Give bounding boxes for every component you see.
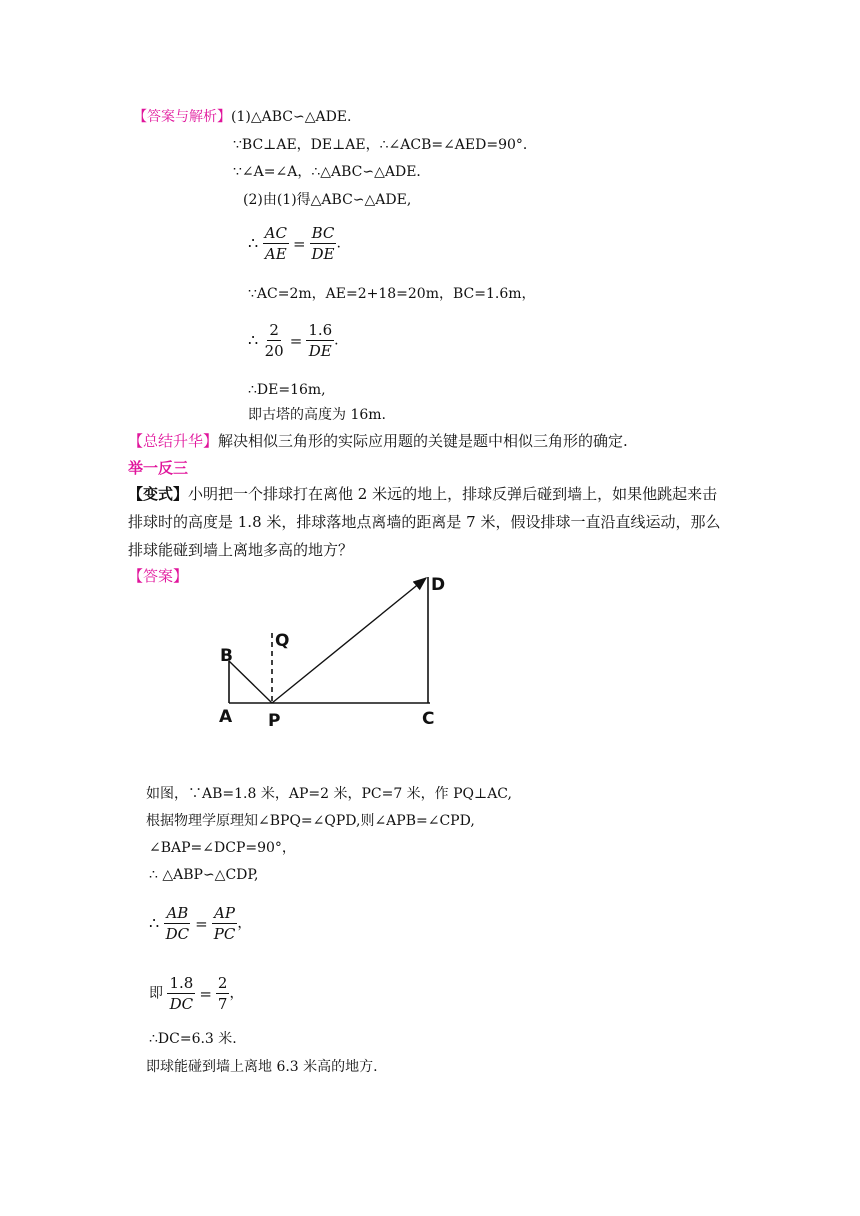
fraction-bc-de: $\frac{BC}{DE}$ xyxy=(311,224,335,263)
answer-part2-line4: (2)由(1)得△ABC∽△ADE, xyxy=(243,192,412,208)
fraction-equation-4: 即 $\frac{1.8}{DC}$ = $\frac{2}{7}$ ， xyxy=(149,974,244,1013)
answer-analysis-tag: 【答案与解析】 xyxy=(133,109,231,125)
answer-tag: 【答案】 xyxy=(128,567,189,585)
answer-part1-line3: ∵∠A=∠A，∴△ABC∽△ADE． xyxy=(233,164,431,180)
variant-tag: 【变式】 xyxy=(128,485,189,503)
fraction-equation-3: ∴ $\frac{AB}{DC}$ = $\frac{AP}{PC}$ ， xyxy=(149,904,252,943)
fraction-ap-pc: $\frac{AP}{PC}$ xyxy=(213,904,236,943)
label-p: P xyxy=(268,711,281,731)
section-title: 举一反三 xyxy=(128,459,189,477)
solution-line2: 根据物理学原理知∠BPQ=∠QPD,则∠APB=∠CPD, xyxy=(146,813,475,829)
segment-pd xyxy=(272,578,426,703)
fraction-2-7: $\frac{2}{7}$ xyxy=(217,974,228,1013)
variant-line3: 排球能碰到墙上离地多高的地方？ xyxy=(128,541,354,559)
answer-part2-line6: ∴DE=16m, xyxy=(248,382,326,398)
summary-text: 解决相似三角形的实际应用题的关键是题中相似三角形的确定. xyxy=(218,432,628,450)
answer-part1-line1: (1)△ABC∽△ADE. xyxy=(231,109,352,125)
label-a: A xyxy=(219,707,233,727)
solution-line3: ∠BAP=∠DCP=90°， xyxy=(149,840,296,856)
segment-bp xyxy=(229,661,272,703)
fraction-ab-dc: $\frac{AB}{DC}$ xyxy=(165,904,190,943)
label-q: Q xyxy=(275,631,290,651)
fraction-equation-1: ∴ $\frac{AC}{AE}$ = $\frac{BC}{DE}$ . xyxy=(248,224,341,263)
label-d: D xyxy=(431,575,446,595)
fraction-1.6-de: $\frac{1.6}{DE}$ xyxy=(308,321,333,360)
solution-line4: ∴ △ABP∽△CDP, xyxy=(149,867,259,883)
summary-tag: 【总结升华】 xyxy=(128,432,219,450)
solution-line1: 如图，∵AB=1.8 米，AP=2 米，PC=7 米，作 PQ⊥AC, xyxy=(146,786,512,802)
variant-line2: 排球时的高度是 1.8 米，排球落地点离墙的距离是 7 米，假设排球一直沿直线运动，那么 xyxy=(128,513,721,531)
fraction-2-20: $\frac{2}{20}$ xyxy=(264,321,284,360)
solution-line5: ∴DC=6.3 米. xyxy=(149,1031,237,1047)
answer-part2-line7: 即古塔的高度为 16m. xyxy=(248,407,386,423)
answer-part2-line5: ∵AC=2m，AE=2+18=20m，BC=1.6m， xyxy=(248,286,536,302)
fraction-ac-ae: $\frac{AC}{AE}$ xyxy=(264,224,287,263)
fraction-1.8-dc: $\frac{1.8}{DC}$ xyxy=(169,974,194,1013)
fraction-equation-2: ∴ $\frac{2}{20}$ = $\frac{1.6}{DE}$ . xyxy=(248,321,339,360)
label-b: B xyxy=(220,646,233,666)
answer-part1-line2: ∵BC⊥AE，DE⊥AE，∴∠ACB=∠AED=90°． xyxy=(233,137,537,153)
variant-line1: 【变式】小明把一个排球打在离他 2 米远的地上，排球反弹后碰到墙上，如果他跳起来击 xyxy=(128,485,718,503)
label-c: C xyxy=(422,709,435,729)
solution-line6: 即球能碰到墙上离地 6.3 米高的地方. xyxy=(146,1059,378,1075)
